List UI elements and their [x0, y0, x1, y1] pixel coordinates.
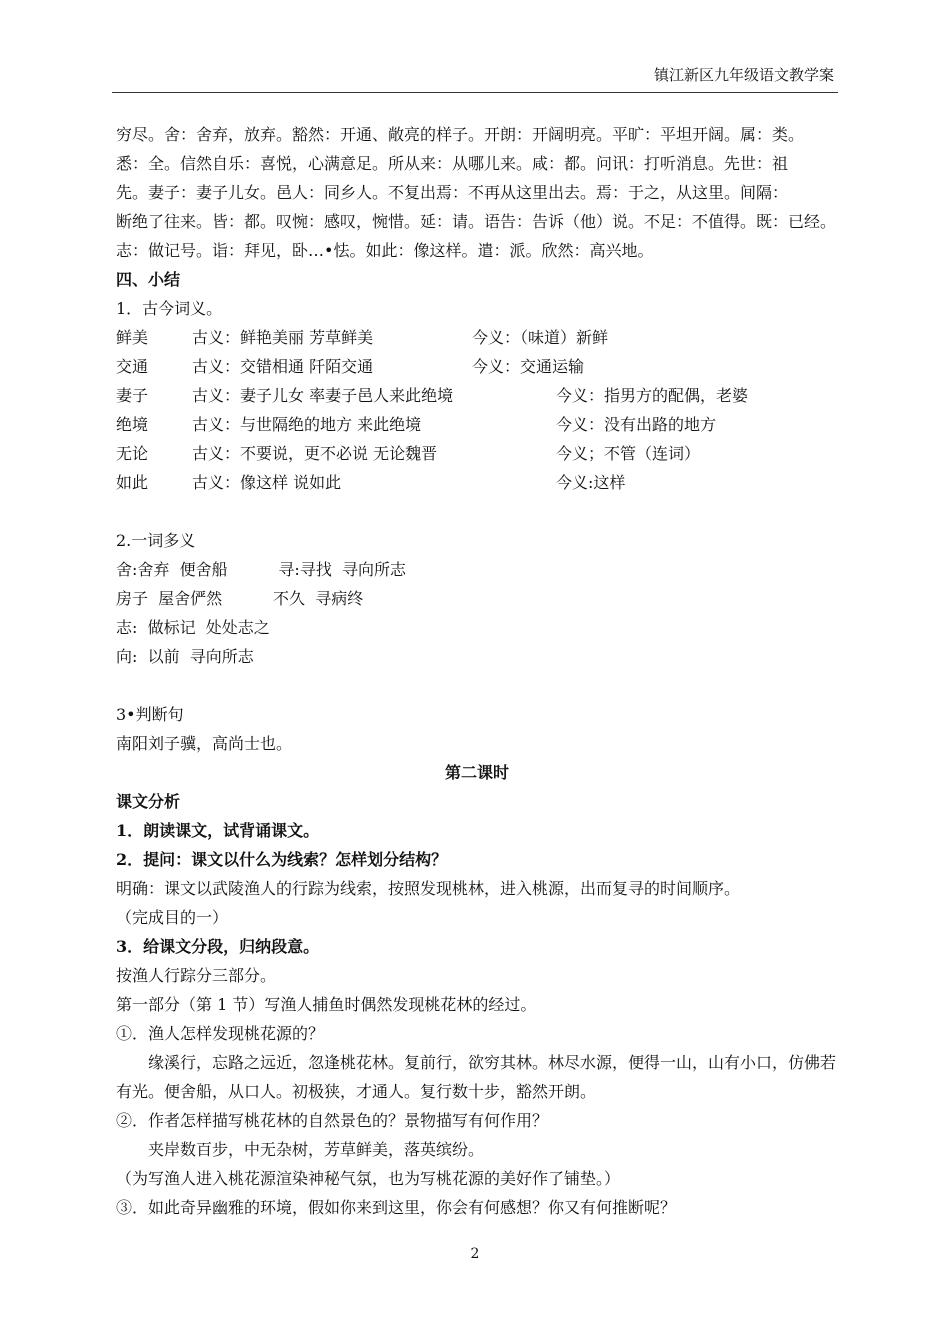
term-row	[116, 410, 838, 439]
vocab-line: 悉：全。信然自乐：喜悦，心满意足。所从来：从哪儿来。咸：都。问讯：打听消息。先世：祖	[116, 154, 789, 173]
vocab-line: 志：做记号。诣：拜见，卧…•怯。如此：像这样。遣：派。欣然：高兴地。	[116, 241, 654, 260]
subsection-title: 2.一词多义	[116, 531, 196, 550]
polysemy-line: 房子 屋舍俨然 不久 寻病终	[116, 589, 364, 608]
vocab-line: 先。妻子：妻子儿女。邑人：同乡人。不复出焉：不再从这里出去。焉：于之，从这里。间隔：	[116, 183, 789, 202]
term-modern: 今义：没有出路的地方	[556, 415, 717, 434]
page-number: 2	[470, 1246, 480, 1262]
page-content	[116, 120, 838, 1222]
term-modern: 今义：（味道）新鲜	[472, 328, 609, 347]
sub-question: ①．渔人怎样发现桃花源的？	[116, 1024, 325, 1043]
lesson-title: 第二课时	[444, 763, 509, 782]
sub-question: ③．如此奇异幽雅的环境，假如你来到这里，你会有何感想？你又有何推断呢？	[116, 1198, 677, 1217]
polysemy-line: 志: 做标记 处处志之	[116, 618, 270, 637]
example-sentence: 南阳刘子骥，高尚士也。	[116, 734, 293, 753]
term-ancient: 古义：鲜艳美丽 芳草鲜美	[192, 328, 374, 347]
question: 3．给课文分段，归纳段意。	[116, 937, 320, 956]
page-header: 镇江新区九年级语文教学案	[653, 66, 834, 84]
term-ancient: 古义：妻子儿女 率妻子邑人来此绝境	[192, 386, 454, 405]
term-modern: 今义：指男方的配偶，老婆	[556, 386, 749, 405]
term-word: 绝境	[116, 415, 149, 434]
quote-paragraph: 缘溪行，忘路之远近，忽逢桃花林。复前行，欲穷其林。林尽水源，便得一山，山有小口，仿佛若有光。便舍船，从口人。初极狭，才通人。复行数十步，豁然开朗。	[116, 1053, 837, 1101]
subsection-title: 1．古今词义。	[116, 299, 223, 318]
polysemy-line: 向: 以前 寻向所志	[116, 647, 254, 666]
answer-note: （完成目的一）	[116, 908, 229, 927]
header-rule	[112, 92, 838, 93]
term-word: 妻子	[116, 386, 149, 405]
section-title: 四、小结	[116, 270, 181, 289]
answer: 明确：课文以武陵渔人的行踪为线索，按照发现桃林，进入桃源，出而复寻的时间顺序。	[116, 879, 741, 898]
sub-question: ②．作者怎样描写桃花林的自然景色的？景物描写有何作用？	[116, 1111, 549, 1130]
section-title: 课文分析	[116, 792, 181, 811]
term-row	[116, 381, 838, 410]
vocab-line: 断绝了往来。皆：都。叹惋：感叹，惋惜。延：请。语告：告诉（他）说。不足：不值得。既：已经。	[116, 212, 837, 231]
term-modern: 今义；不管（连词）	[556, 444, 701, 463]
term-modern: 今义:这样	[556, 473, 626, 492]
question: 1．朗读课文，试背诵课文。	[116, 821, 320, 840]
term-ancient: 古义：不要说，更不必说 无论魏晋	[192, 444, 438, 463]
term-row	[116, 352, 838, 381]
question: 2．提问：课文以什么为线索？怎样划分结构？	[116, 850, 448, 869]
term-row	[116, 439, 838, 468]
term-word: 如此	[116, 473, 149, 492]
subsection-title: 3•判断句	[116, 705, 184, 724]
term-word: 交通	[116, 357, 149, 376]
answer-note: （为写渔人进入桃花源渲染神秘气氛，也为写桃花源的美好作了铺垫。）	[116, 1169, 621, 1188]
term-row	[116, 468, 838, 497]
term-ancient: 古义：与世隔绝的地方 来此绝境	[192, 415, 422, 434]
term-word: 无论	[116, 444, 149, 463]
polysemy-line: 舍:舍弃 便舍船 寻:寻找 寻向所志	[116, 560, 406, 579]
answer: 按渔人行踪分三部分。	[116, 966, 277, 985]
term-ancient: 古义：像这样 说如此	[192, 473, 342, 492]
term-word: 鲜美	[116, 328, 149, 347]
vocab-line: 穷尽。舍：舍弃，放弃。豁然：开通、敞亮的样子。开朗：开阔明亮。平旷：平坦开阔。属：类。	[116, 125, 805, 144]
part-description: 第一部分（第 1 节）写渔人捕鱼时偶然发现桃花林的经过。	[116, 995, 537, 1014]
term-row	[116, 323, 838, 352]
spacer	[116, 497, 838, 526]
spacer	[116, 671, 838, 700]
term-modern: 今义：交通运输	[472, 357, 585, 376]
term-ancient: 古义：交错相通 阡陌交通	[192, 357, 374, 376]
quote-paragraph: 夹岸数百步，中无杂树，芳草鲜美，落英缤纷。	[148, 1140, 485, 1159]
